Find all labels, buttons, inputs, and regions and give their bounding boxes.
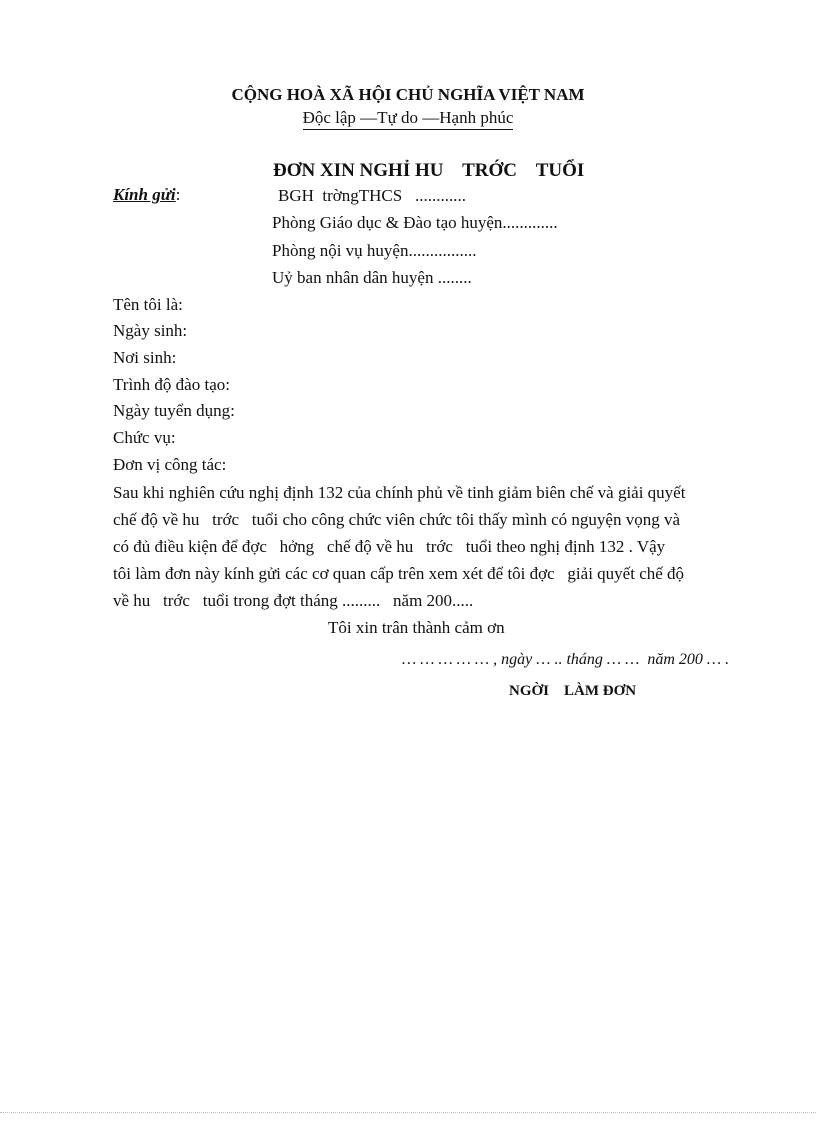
date-line: … … … … … , ngày … .. tháng … … năm 200 … . [402,651,730,668]
field-birth-date: Ngày sinh: [113,321,188,340]
field-hire-date: Ngày tuyển dụng: [113,401,235,420]
salutation-label: Kính gửi [113,185,176,204]
recipient-2: Phòng Giáo dục & Đào tạo huyện............. [272,213,558,232]
body-line: có đủ điều kiện để đợc hởng chế độ về hu trớc tuổi theo nghị định 132 . Vậy [113,537,666,556]
body-line: Sau khi nghiên cứu nghị định 132 của chính phủ về tinh giảm biên chế và giải quyết [113,483,686,502]
recipient-1: BGH trờngTHCS ............ [278,186,466,205]
body-line: tôi làm đơn này kính gửi các cơ quan cấp trên xem xét để tôi đợc giải quyết chế độ [113,564,685,583]
field-education: Trình độ đào tạo: [113,375,230,394]
signer-title: NGỜI LÀM ĐƠN [509,683,637,699]
page-bottom-border [0,1112,816,1113]
country-heading: CỘNG HOÀ XÃ HỘI CHỦ NGHĨA VIỆT NAM [231,85,585,104]
field-name: Tên tôi là: [113,295,183,314]
document-title: ĐƠN XIN NGHỈ HU TRỚC TUỔI [273,160,585,181]
body-line: chế độ về hu trớc tuổi cho công chức viên chức tôi thấy mình có nguyện vọng và [113,510,681,529]
field-birth-place: Nơi sinh: [113,348,177,367]
motto: Độc lập —Tự do —Hạnh phúc [303,109,514,130]
body-line: về hu trớc tuổi trong đợt tháng ......... năm 200..... [113,591,474,610]
recipient-3: Phòng nội vụ huyện................ [272,241,477,260]
field-workplace: Đơn vị công tác: [113,455,227,474]
field-position: Chức vụ: [113,428,176,447]
salutation-colon: : [175,185,181,204]
salutation [113,186,180,203]
motto-line [0,108,816,130]
recipient-4: Uỷ ban nhân dân huyện ........ [272,268,472,287]
thanks-line: Tôi xin trân thành cảm ơn [328,618,505,637]
